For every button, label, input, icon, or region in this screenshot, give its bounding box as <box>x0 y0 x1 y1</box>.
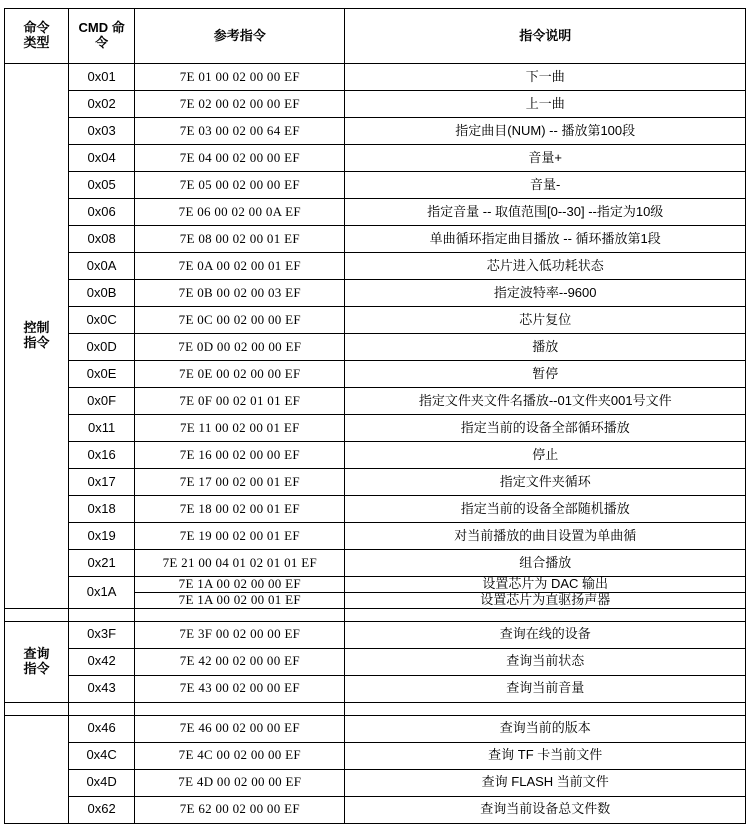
group-separator-row <box>5 702 746 715</box>
reference-command-cell: 7E 0E 00 02 00 00 EF <box>135 361 345 388</box>
description-cell: 播放 <box>345 334 746 361</box>
description-cell: 设置芯片为直驱扬声器 <box>345 592 746 608</box>
table-row <box>5 334 746 361</box>
table-row <box>5 769 746 796</box>
cmd-code-cell: 0x0E <box>69 361 135 388</box>
table-header-row <box>5 9 746 64</box>
reference-command-cell: 7E 4C 00 02 00 00 EF <box>135 742 345 769</box>
description-cell: 指定文件夹文件名播放--01文件夹001号文件 <box>345 388 746 415</box>
command-type-line2: 指令 <box>23 334 50 350</box>
cmd-code-cell: 0x11 <box>69 415 135 442</box>
table-row <box>5 172 746 199</box>
description-cell: 音量- <box>345 172 746 199</box>
group-separator-cell <box>5 608 69 621</box>
description-cell: 查询当前状态 <box>345 648 746 675</box>
description-cell: 查询当前设备总文件数 <box>345 796 746 823</box>
reference-command-cell: 7E 06 00 02 00 0A EF <box>135 199 345 226</box>
cmd-code-cell: 0x4D <box>69 769 135 796</box>
reference-command-cell: 7E 4D 00 02 00 00 EF <box>135 769 345 796</box>
description-cell: 芯片进入低功耗状态 <box>345 253 746 280</box>
reference-command-cell: 7E 21 00 04 01 02 01 01 EF <box>135 550 345 577</box>
cmd-code-cell: 0x02 <box>69 91 135 118</box>
cmd-code-cell: 0x04 <box>69 145 135 172</box>
header-cmd-code-line1: CMD 命 <box>78 20 125 36</box>
group-separator-row <box>5 608 746 621</box>
cmd-code-cell: 0x46 <box>69 715 135 742</box>
table-row <box>5 253 746 280</box>
header-cmd-code-line2: 令 <box>95 35 109 50</box>
reference-command-cell: 7E 19 00 02 00 01 EF <box>135 523 345 550</box>
command-type-cell <box>5 621 69 702</box>
table-row <box>5 118 746 145</box>
cmd-code-cell: 0x0A <box>69 253 135 280</box>
description-cell: 下一曲 <box>345 64 746 91</box>
group-separator-cell <box>69 702 135 715</box>
reference-command-cell: 7E 02 00 02 00 00 EF <box>135 91 345 118</box>
header-cmd-code <box>69 9 135 64</box>
command-type-line2: 指令 <box>23 660 50 676</box>
cmd-code-cell: 0x18 <box>69 496 135 523</box>
description-cell: 单曲循环指定曲目播放 -- 循环播放第1段 <box>345 226 746 253</box>
cmd-code-cell: 0x3F <box>69 621 135 648</box>
reference-command-cell: 7E 0C 00 02 00 00 EF <box>135 307 345 334</box>
reference-command-cell: 7E 0F 00 02 01 01 EF <box>135 388 345 415</box>
command-type-line1: 控制 <box>23 320 50 335</box>
table-row <box>5 64 746 91</box>
description-cell: 上一曲 <box>345 91 746 118</box>
table-row <box>5 469 746 496</box>
cmd-code-cell: 0x0B <box>69 280 135 307</box>
description-cell: 查询当前的版本 <box>345 715 746 742</box>
reference-command-cell: 7E 1A 00 02 00 01 EF <box>135 592 345 608</box>
group-separator-cell <box>345 702 746 715</box>
description-cell: 指定当前的设备全部循环播放 <box>345 415 746 442</box>
description-cell: 查询当前音量 <box>345 675 746 702</box>
header-command-type <box>5 9 69 64</box>
table-body <box>5 64 746 824</box>
header-reference-command: 参考指令 <box>135 9 345 64</box>
table-row <box>5 550 746 577</box>
description-cell: 停止 <box>345 442 746 469</box>
description-cell: 暂停 <box>345 361 746 388</box>
reference-command-cell: 7E 08 00 02 00 01 EF <box>135 226 345 253</box>
reference-command-cell: 7E 3F 00 02 00 00 EF <box>135 621 345 648</box>
cmd-code-cell: 0x1A <box>69 577 135 609</box>
reference-command-cell: 7E 0A 00 02 00 01 EF <box>135 253 345 280</box>
table-row <box>5 648 746 675</box>
description-cell: 芯片复位 <box>345 307 746 334</box>
table-row <box>5 361 746 388</box>
description-cell: 音量+ <box>345 145 746 172</box>
description-cell: 查询在线的设备 <box>345 621 746 648</box>
command-type-cell <box>5 715 69 823</box>
description-cell: 设置芯片为 DAC 输出 <box>345 577 746 593</box>
table-row <box>5 496 746 523</box>
cmd-code-cell: 0x16 <box>69 442 135 469</box>
reference-command-cell: 7E 0B 00 02 00 03 EF <box>135 280 345 307</box>
cmd-code-cell: 0x03 <box>69 118 135 145</box>
group-separator-cell <box>69 608 135 621</box>
header-description: 指令说明 <box>345 9 746 64</box>
reference-command-cell: 7E 03 00 02 00 64 EF <box>135 118 345 145</box>
group-separator-cell <box>345 608 746 621</box>
reference-command-cell: 7E 01 00 02 00 00 EF <box>135 64 345 91</box>
table-row <box>5 621 746 648</box>
cmd-code-cell: 0x08 <box>69 226 135 253</box>
group-separator-cell <box>5 702 69 715</box>
table-row <box>5 577 746 593</box>
description-cell: 指定音量 -- 取值范围[0--30] --指定为10级 <box>345 199 746 226</box>
reference-command-cell: 7E 46 00 02 00 00 EF <box>135 715 345 742</box>
cmd-code-cell: 0x21 <box>69 550 135 577</box>
header-command-type-line1: 命令 <box>23 20 50 36</box>
table-row <box>5 388 746 415</box>
description-cell: 指定波特率--9600 <box>345 280 746 307</box>
description-cell: 指定当前的设备全部随机播放 <box>345 496 746 523</box>
table-row <box>5 307 746 334</box>
reference-command-cell: 7E 43 00 02 00 00 EF <box>135 675 345 702</box>
cmd-code-cell: 0x42 <box>69 648 135 675</box>
cmd-code-cell: 0x06 <box>69 199 135 226</box>
header-command-type-line2: 类型 <box>23 35 50 50</box>
cmd-code-cell: 0x05 <box>69 172 135 199</box>
description-cell: 指定曲目(NUM) -- 播放第100段 <box>345 118 746 145</box>
table-row <box>5 145 746 172</box>
reference-command-cell: 7E 62 00 02 00 00 EF <box>135 796 345 823</box>
command-reference-table <box>4 8 746 824</box>
command-type-line1: 查询 <box>23 645 50 661</box>
cmd-code-cell: 0x01 <box>69 64 135 91</box>
cmd-code-cell: 0x19 <box>69 523 135 550</box>
group-separator-cell <box>135 702 345 715</box>
cmd-code-cell: 0x0C <box>69 307 135 334</box>
table-row <box>5 442 746 469</box>
table-row <box>5 199 746 226</box>
cmd-code-cell: 0x0D <box>69 334 135 361</box>
reference-command-cell: 7E 17 00 02 00 01 EF <box>135 469 345 496</box>
cmd-code-cell: 0x17 <box>69 469 135 496</box>
reference-command-cell: 7E 16 00 02 00 00 EF <box>135 442 345 469</box>
cmd-code-cell: 0x43 <box>69 675 135 702</box>
table-row <box>5 91 746 118</box>
reference-command-cell: 7E 0D 00 02 00 00 EF <box>135 334 345 361</box>
table-header <box>5 9 746 64</box>
table-row <box>5 715 746 742</box>
description-cell: 指定文件夹循环 <box>345 469 746 496</box>
table-row <box>5 796 746 823</box>
reference-command-cell: 7E 05 00 02 00 00 EF <box>135 172 345 199</box>
reference-command-cell: 7E 04 00 02 00 00 EF <box>135 145 345 172</box>
reference-command-cell: 7E 42 00 02 00 00 EF <box>135 648 345 675</box>
cmd-code-cell: 0x4C <box>69 742 135 769</box>
description-cell: 查询 FLASH 当前文件 <box>345 769 746 796</box>
cmd-code-cell: 0x0F <box>69 388 135 415</box>
reference-command-cell: 7E 1A 00 02 00 00 EF <box>135 577 345 593</box>
command-type-cell <box>5 64 69 609</box>
cmd-code-cell: 0x62 <box>69 796 135 823</box>
table-row <box>5 675 746 702</box>
reference-command-cell: 7E 18 00 02 00 01 EF <box>135 496 345 523</box>
table-row <box>5 280 746 307</box>
description-cell: 组合播放 <box>345 550 746 577</box>
description-cell: 对当前播放的曲目设置为单曲循 <box>345 523 746 550</box>
table-row <box>5 742 746 769</box>
description-cell: 查询 TF 卡当前文件 <box>345 742 746 769</box>
reference-command-cell: 7E 11 00 02 00 01 EF <box>135 415 345 442</box>
group-separator-cell <box>135 608 345 621</box>
table-row <box>5 523 746 550</box>
table-row <box>5 226 746 253</box>
table-row <box>5 415 746 442</box>
